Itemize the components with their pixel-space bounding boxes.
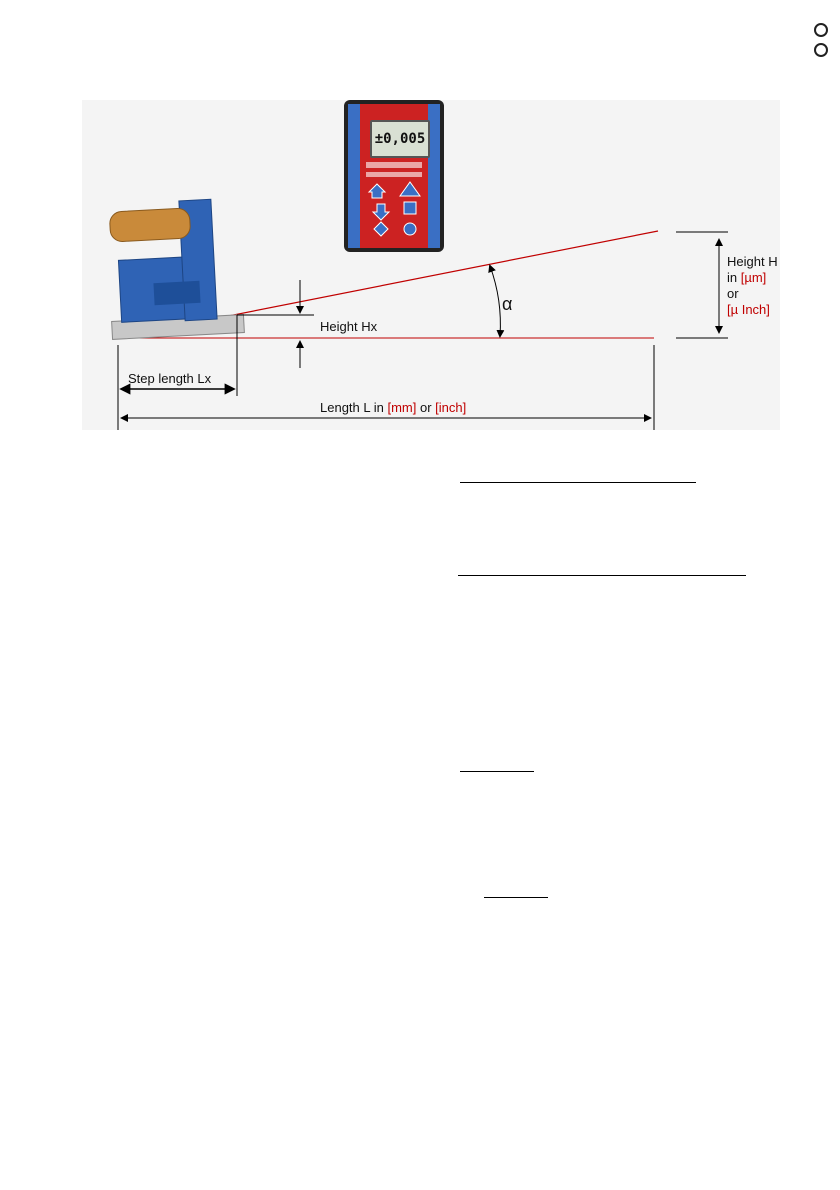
display-readout: ±0,005 xyxy=(370,120,430,158)
height-h-in: in xyxy=(727,270,741,285)
alpha-symbol: α xyxy=(502,294,513,314)
length-label-middle: or xyxy=(416,400,436,415)
length-label xyxy=(320,400,466,415)
height-unit-um: [µm] xyxy=(740,270,767,285)
height-hx-label: Height Hx xyxy=(320,319,378,334)
fraction-line-4 xyxy=(484,897,548,898)
precision-level xyxy=(109,199,244,339)
height-h-title: Height H xyxy=(727,254,778,269)
height-h-label xyxy=(727,254,778,318)
measurement-diagram xyxy=(82,100,780,430)
step-length-label: Step length Lx xyxy=(128,371,212,386)
length-unit-inch: [inch] xyxy=(435,400,467,415)
fraction-line-1 xyxy=(460,482,696,483)
length-label-prefix: Length L in xyxy=(320,400,388,415)
fraction-line-2 xyxy=(458,575,746,576)
binding-hole-marks xyxy=(810,20,832,60)
length-unit-mm: [mm] xyxy=(387,400,417,415)
height-h-or: or xyxy=(727,286,739,301)
height-unit-uinch: [µ Inch] xyxy=(727,302,770,317)
fraction-line-3 xyxy=(460,771,534,772)
